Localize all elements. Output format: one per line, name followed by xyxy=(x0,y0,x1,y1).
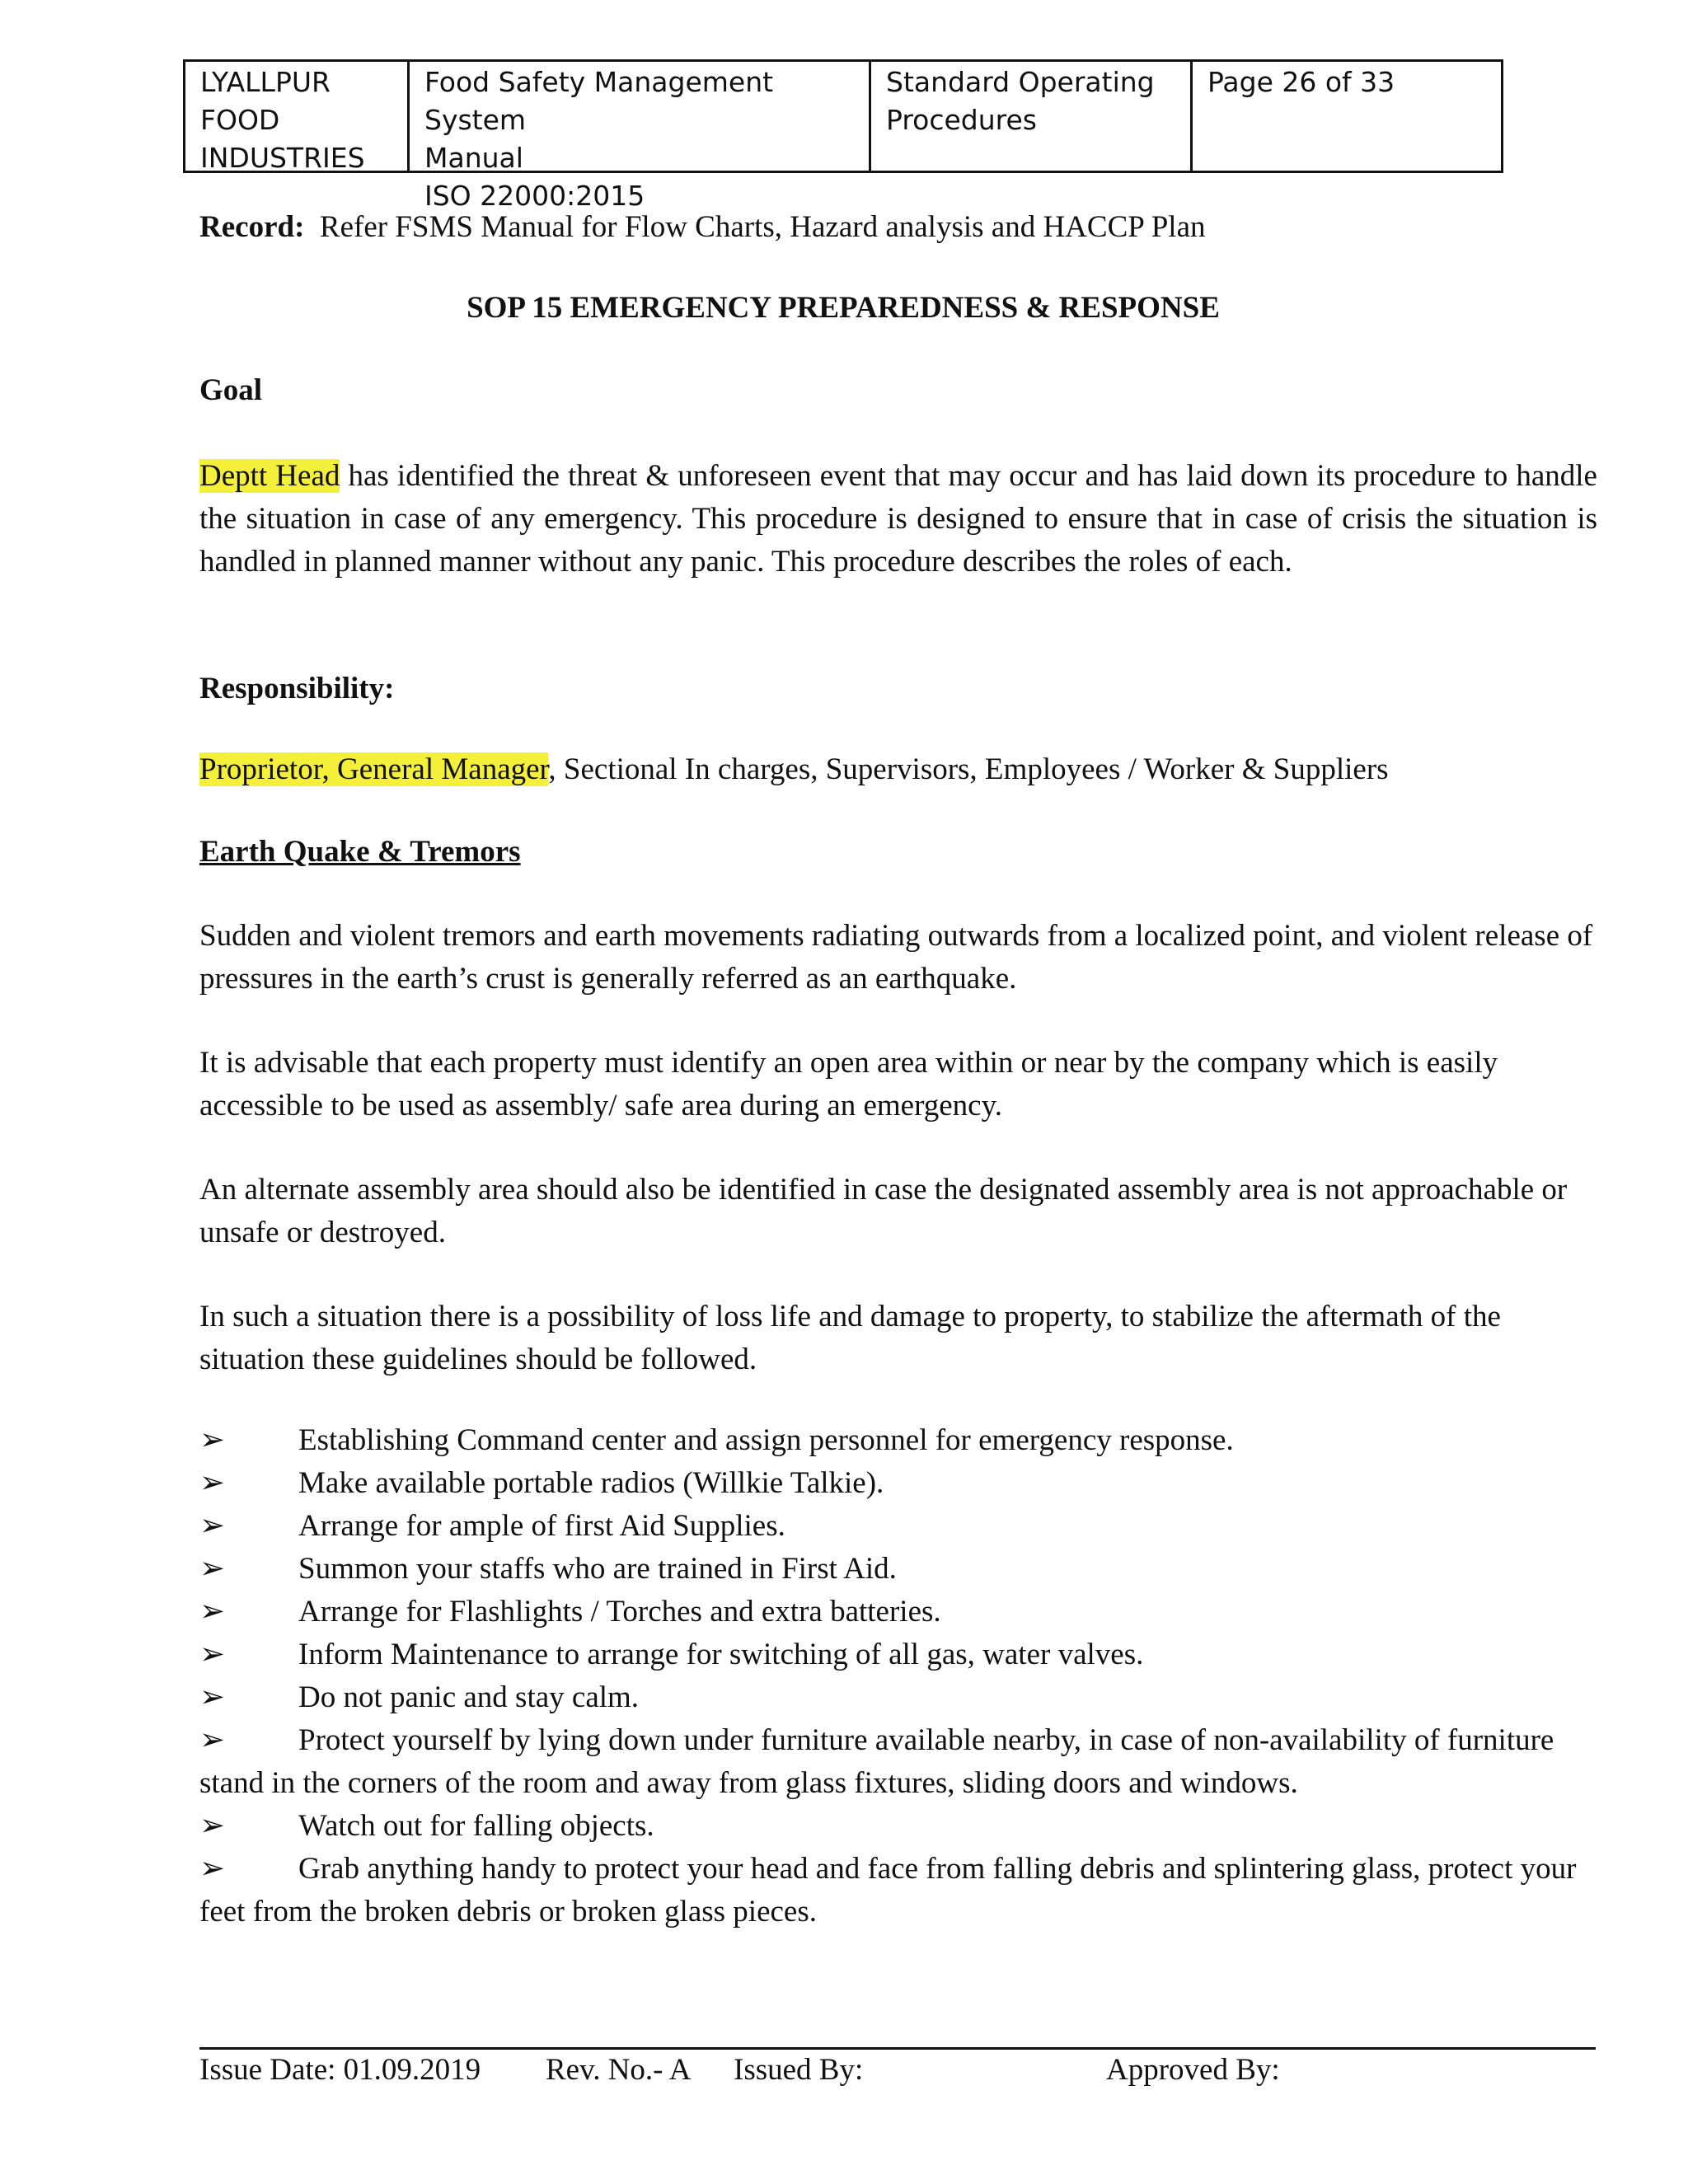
arrow-bullet-icon: ➢ xyxy=(199,1852,226,1886)
record-label: Record: xyxy=(199,210,305,244)
record-line xyxy=(199,206,1597,249)
footer-approved-by: Approved By: xyxy=(1106,2053,1280,2087)
arrow-bullet-icon: ➢ xyxy=(199,1423,226,1457)
list-item: ➢ Arrange for Flashlights / Torches and extra batteries. xyxy=(199,1591,1597,1633)
record-text: Refer FSMS Manual for Flow Charts, Hazard analysis and HACCP Plan xyxy=(319,210,1206,244)
header-manual: Food Safety Management System Manual ISO 22000:2015 xyxy=(410,62,871,171)
arrow-bullet-icon: ➢ xyxy=(199,1466,226,1500)
earthquake-paragraph-3: An alternate assembly area should also be identified in case the designated assembly area is not approachable or unsafe or destroyed. xyxy=(199,1173,1568,1249)
header-page-number: Page 26 of 33 xyxy=(1207,66,1395,98)
responsibility-highlight: Proprietor, General Manager xyxy=(199,752,549,786)
list-item: ➢ Grab anything handy to protect your head and face from falling debris and splintering glass, protect your feet from the broken debris or broken glass pieces. xyxy=(199,1848,1597,1933)
arrow-bullet-icon: ➢ xyxy=(199,1723,226,1757)
header-table xyxy=(183,59,1503,212)
list-item: ➢ Arrange for ample of first Aid Supplies. xyxy=(199,1505,1597,1548)
earthquake-paragraph-4: In such a situation there is a possibility of loss life and damage to property, to stabilize the aftermath of the situation these guidelines should be followed. xyxy=(199,1300,1501,1376)
earthquake-paragraph-1: Sudden and violent tremors and earth movements radiating outwards from a localized point, and violent release of pressures in the earth’s crust is generally referred as an earthquake. xyxy=(199,919,1593,996)
list-item: ➢ Make available portable radios (Willkie Talkie). xyxy=(199,1462,1597,1505)
arrow-bullet-icon: ➢ xyxy=(199,1680,226,1714)
sop-title: SOP 15 EMERGENCY PREPAREDNESS & RESPONSE xyxy=(467,291,1220,325)
arrow-bullet-icon: ➢ xyxy=(199,1595,226,1629)
goal-highlight: Deptt Head xyxy=(199,459,340,493)
list-item: ➢ Watch out for falling objects. xyxy=(199,1805,1597,1848)
arrow-bullet-icon: ➢ xyxy=(199,1809,226,1843)
list-item: ➢ Do not panic and stay calm. xyxy=(199,1676,1597,1719)
footer-issue-date: Issue Date: 01.09.2019 xyxy=(199,2053,481,2087)
responsibility-heading: Responsibility: xyxy=(199,672,395,705)
header-section: Standard Operating Procedures xyxy=(871,62,1193,171)
list-item: ➢ Summon your staffs who are trained in First Aid. xyxy=(199,1548,1597,1591)
goal-heading: Goal xyxy=(199,373,263,407)
arrow-bullet-icon: ➢ xyxy=(199,1552,226,1586)
bullet-list xyxy=(199,1419,1597,1933)
arrow-bullet-icon: ➢ xyxy=(199,1638,226,1671)
goal-paragraph xyxy=(199,455,1597,583)
earthquake-heading: Earth Quake & Tremors xyxy=(199,835,521,869)
responsibility-line xyxy=(199,748,1597,791)
goal-text: has identified the threat & unforeseen event that may occur and has laid down its procedure to handle the situation in case of any emergency. This procedure is designed to ensure that in case of crisis the situation is handled in planned manner without any panic. This procedure describes the roles of each. xyxy=(199,459,1597,579)
arrow-bullet-icon: ➢ xyxy=(199,1509,226,1543)
list-item: ➢ Inform Maintenance to arrange for switching of all gas, water valves. xyxy=(199,1633,1597,1676)
footer-revision: Rev. No.- A xyxy=(546,2053,692,2087)
footer-issued-by: Issued By: xyxy=(734,2053,864,2087)
earthquake-paragraph-2: It is advisable that each property must identify an open area within or near by the company which is easily accessible to be used as assembly/ safe area during an emergency. xyxy=(199,1046,1498,1122)
header-company: LYALLPUR FOOD INDUSTRIES xyxy=(185,62,410,171)
list-item: ➢ Establishing Command center and assign personnel for emergency response. xyxy=(199,1419,1597,1462)
responsibility-text: , Sectional In charges, Supervisors, Employees / Worker & Suppliers xyxy=(548,752,1389,786)
list-item: ➢ Protect yourself by lying down under furniture available nearby, in case of non-availability of furniture stand in the corners of the room and away from glass fixtures, sliding doors and windows. xyxy=(199,1719,1597,1805)
